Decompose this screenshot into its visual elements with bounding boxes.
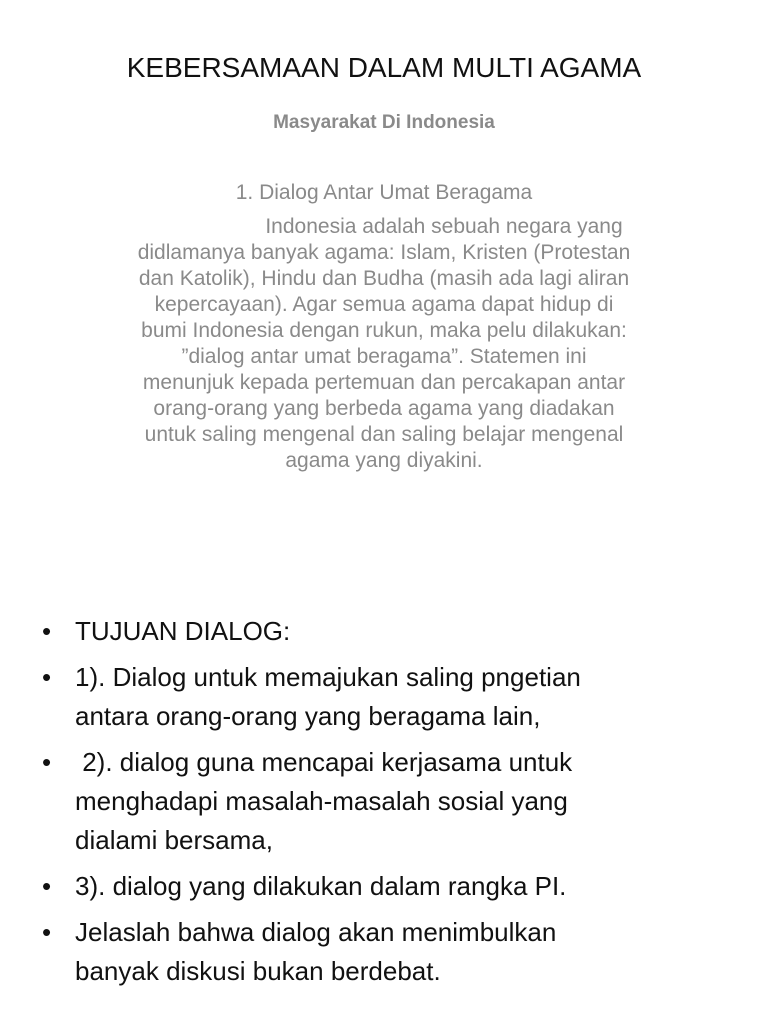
paragraph-line: kepercayaan). Agar semua agama dapat hidup di bbox=[154, 293, 614, 316]
paragraph-line: ”dialog antar umat beragama”. Statemen ini bbox=[181, 345, 587, 368]
bullet-item bbox=[42, 743, 742, 860]
page-title: KEBERSAMAAN DALAM MULTI AGAMA bbox=[126, 52, 642, 83]
bullet-item bbox=[42, 612, 742, 651]
bullet-line: Jelaslah bahwa dialog akan menimbulkan bbox=[75, 917, 557, 947]
bullet-icon: • bbox=[42, 616, 52, 646]
bullet-line: 1). Dialog untuk memajukan saling pngetian bbox=[75, 662, 581, 692]
bullet-list bbox=[42, 612, 742, 998]
section-heading: 1. Dialog Antar Umat Beragama bbox=[235, 181, 533, 204]
bullet-line: antara orang-orang yang beragama lain, bbox=[75, 701, 541, 731]
paragraph-line: bumi Indonesia dengan rukun, maka pelu dilakukan: bbox=[141, 319, 627, 342]
paragraph-line: untuk saling mengenal dan saling belajar mengenal bbox=[144, 423, 624, 446]
bullet-icon: • bbox=[42, 747, 52, 777]
bullet-line: banyak diskusi bukan berdebat. bbox=[75, 956, 441, 986]
paragraph-line: orang-orang yang berbeda agama yang diadakan bbox=[153, 397, 615, 420]
paragraph-line: dan Katolik), Hindu dan Budha (masih ada lagi aliran bbox=[138, 267, 630, 290]
section-paragraph bbox=[0, 180, 768, 474]
bullet-line: 3). dialog yang dilakukan dalam rangka PI. bbox=[75, 871, 567, 901]
paragraph-line: menunjuk kepada pertemuan dan percakapan antar bbox=[142, 371, 626, 394]
bullet-line: 2). dialog guna mencapai kerjasama untuk bbox=[75, 747, 573, 777]
paragraph-line: didlamanya banyak agama: Islam, Kristen (Protestan bbox=[137, 241, 631, 264]
bullet-item bbox=[42, 867, 742, 906]
bullet-line: menghadapi masalah-masalah sosial yang bbox=[75, 786, 568, 816]
subtitle: Masyarakat Di Indonesia bbox=[273, 112, 495, 133]
paragraph-line: Indonesia adalah sebuah negara yang bbox=[265, 215, 623, 238]
bullet-icon: • bbox=[42, 662, 52, 692]
bullet-item bbox=[42, 913, 742, 991]
bullet-line: dialami bersama, bbox=[75, 825, 273, 855]
paragraph-line: agama yang diyakini. bbox=[285, 449, 483, 472]
bullet-icon: • bbox=[42, 871, 52, 901]
bullet-item bbox=[42, 658, 742, 736]
bullet-icon: • bbox=[42, 917, 52, 947]
bullet-line: TUJUAN DIALOG: bbox=[75, 616, 291, 646]
